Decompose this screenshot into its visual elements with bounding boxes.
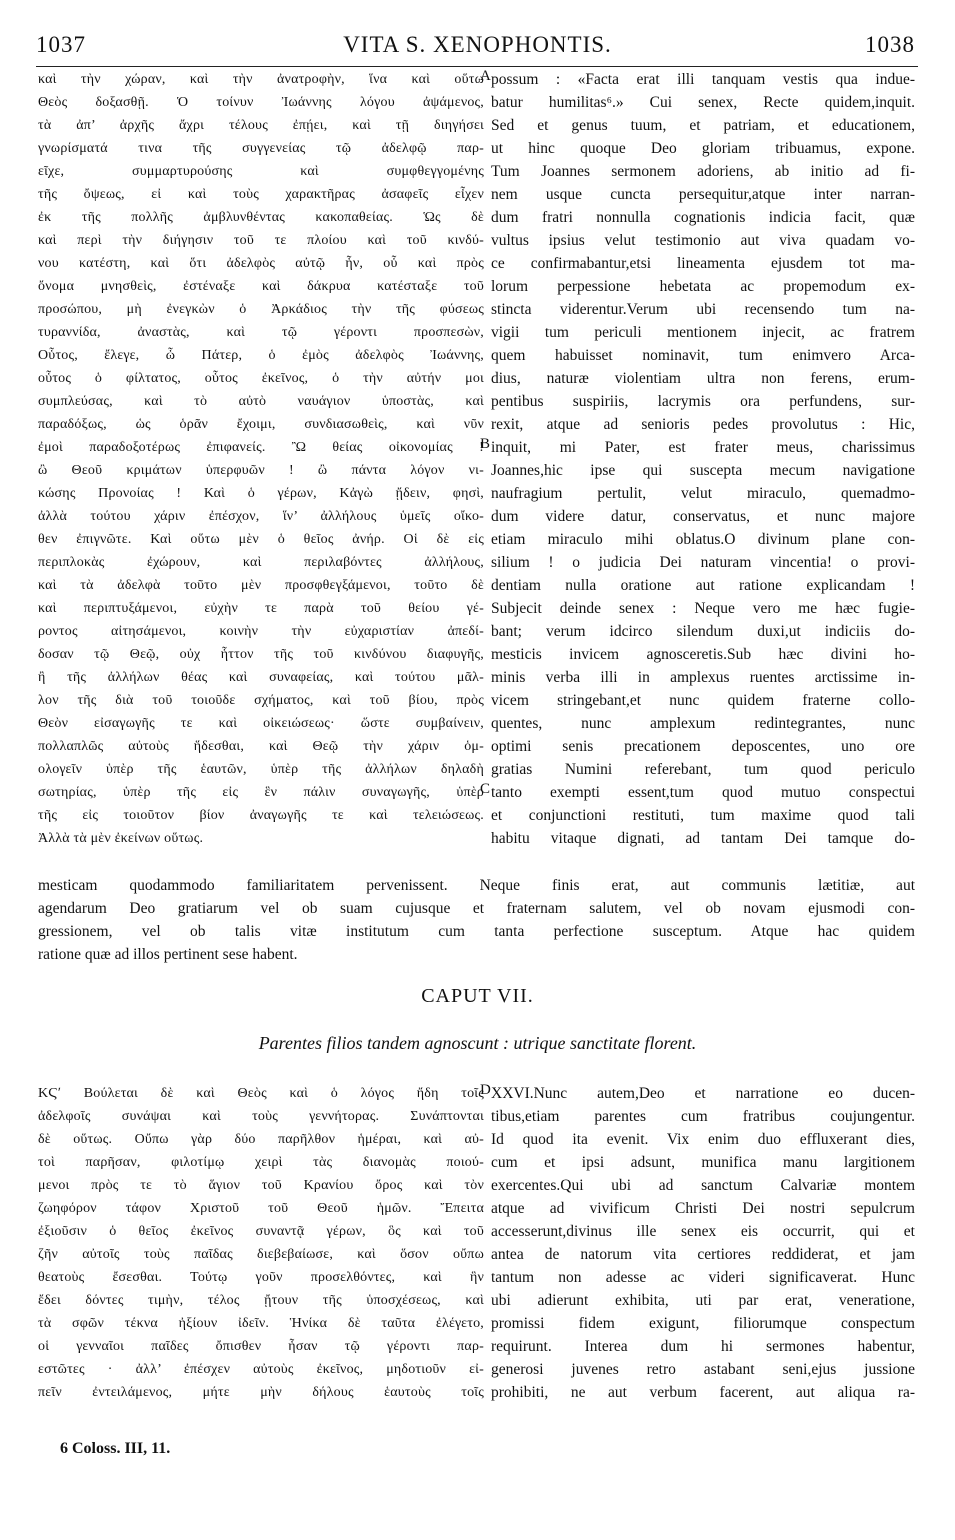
latin-text-line: mesticam quodammodo familiaritatem pervenissent. Neque finis erat, aut communis lætitiæ, aut [38, 877, 915, 894]
greek-text-line: θεατοὺς ἔσεσθαι. Τούτῳ γοῦν προσελθόντες, καὶ ἣν [38, 1270, 484, 1285]
greek-text-line: Ἀλλὰ τὰ μὲν ἐκείνων οὕτως. [38, 831, 204, 846]
latin-text-line: antea de natorum vita certiores reddiderat, et jam [491, 1246, 915, 1263]
chapter-subtitle: Parentes filios tandem agnoscunt : utrique sanctitate florent. [258, 1033, 697, 1053]
latin-text-line: tanto exempti essent,tum quod mutuo conspectui [491, 784, 915, 801]
greek-text-line: συμπλεύσας, καὶ τὸ αὐτὸ ναυάγιον ὑποστὰς, καὶ [38, 394, 484, 409]
greek-text-line: ἀλλὰ τούτου χάριν ἐπέσχον, ἵν’ ἀλλήλους ὑμεῖς οἴκο- [38, 509, 484, 524]
greek-text-line: Οὗτος, ἔλεγε, ὦ Πάτερ, ὁ ἐμὸς ἀδελφὸς Ἰωάννης, [38, 348, 484, 363]
greek-text-line: τοὶ παρῆσαν, φιλοτίμῳ χειρὶ τὰς διανομὰς ποιού- [38, 1155, 484, 1170]
greek-text-line: περιπλοκὰς ἐχώρουν, καὶ περιλαβόντες ἀλλήλους, [38, 555, 484, 570]
latin-text-line: dum videre datur, conservatus, et nunc majore [491, 508, 915, 525]
header-rule [36, 66, 918, 67]
latin-text-line: nem usque cuncta persequitur,atque inter narran- [491, 186, 915, 203]
latin-text-line: silium ! o judicia Dei naturam vincentia! o provi- [491, 554, 915, 571]
latin-text-line: mesticis invicem agnosceretis.Sub hæc divini ho- [491, 646, 915, 663]
margin-marker-a: A [480, 68, 491, 84]
greek-text-line: τυραννίδα, ἀναστὰς, καὶ τῷ γέροντι προσπεσὼν, [38, 325, 484, 340]
greek-column-2 [38, 1082, 484, 1404]
latin-fullwidth-block [38, 874, 915, 966]
latin-text-line: inquit, mi Pater, est frater meus, charissimus [491, 439, 915, 456]
latin-text-line: gratias Numini referebant, tum quod periculo [491, 761, 915, 778]
greek-text-line: ἀδελφοῖς συνάψαι καὶ τοὺς γεννήτορας. Συνάπτονται [38, 1109, 484, 1124]
latin-text-line: Id quod ita evenit. Vix enim duo effluxerant dies, [491, 1131, 915, 1148]
latin-text-line: requirunt. Interea dum hi sermones habentur, [491, 1338, 915, 1355]
greek-text-line: Θεὸν εἰσαγωγῆς τε καὶ οἰκειώσεως· ὥστε συμβαίνειν, [38, 716, 484, 731]
latin-text-line: rexit, atque ad senioris pedes provolutus : Hic, [491, 416, 915, 433]
greek-text-line: τῆς εἰς τοιοῦτον βίον ἀναγωγῆς τε καὶ τελειώσεως. [38, 808, 484, 823]
latin-text-line: ubi adierunt exhibita, uti par erat, veneratione, [491, 1292, 915, 1309]
latin-text-line: accesserunt,divinus ille senex eis occurrit, qui et [491, 1223, 915, 1240]
latin-column-1 [491, 68, 915, 850]
latin-text-line: dius, naturæ violentiam ultra non ferens, erum- [491, 370, 915, 387]
greek-text-line: προσώπου, μὴ ἐνεγκὼν ὁ Ἀρκάδιος τὴν τῆς φύσεως [38, 302, 484, 317]
latin-text-line: optimi senis precationem deposcentes, uno ore [491, 738, 915, 755]
latin-text-line: tantum non adesse ac videri significaverat. Hunc [491, 1269, 915, 1286]
latin-text-line: dum fratri nonnulla cognationis indicia facit, quæ [491, 209, 915, 226]
latin-text-line: bant; verum idcirco silendum duxi,ut indiciis do- [491, 623, 915, 640]
latin-text-line: gressionem, vel ob talis vitæ institutum cum tanta perfectione susceptum. Atque hac quidem [38, 923, 915, 940]
greek-text-line: ζωηφόρον τάφον Χριστοῦ τοῦ Θεοῦ ἡμῶν. Ἔπειτα [38, 1201, 484, 1216]
latin-text-line: tibus,etiam parentes cum fratribus coujungentur. [491, 1108, 915, 1125]
greek-text-line: ροντος αἰτησάμενοι, κοινὴν τὴν εὐχαριστίαν ἀπεδί- [38, 624, 484, 639]
greek-text-line: ὄνομα μνησθεὶς, ἐστέναξε καὶ δάκρυα κατέσταξε τοῦ [38, 279, 484, 294]
greek-text-line: τῆς ὄψεως, εἰ καὶ τοὺς χαρακτῆρας ἀσαφεῖς εἶχεν [38, 187, 484, 202]
running-title: VITA S. XENOPHONTIS. [343, 32, 612, 57]
latin-text-line: vigii tum periculi mentionem injecit, ac fratrem [491, 324, 915, 341]
latin-text-line: ratione quæ ad illos pertinent sese habent. [38, 946, 298, 963]
latin-text-line: vultus ipsius velut testimonio aut viva quadam vo- [491, 232, 915, 249]
latin-text-line: etiam miraculo mihi oblatus.O divinum plane con- [491, 531, 915, 548]
latin-text-line: promissi fidem exigunt, filiorumque conspectum [491, 1315, 915, 1332]
latin-text-line: batur humilitas⁶.» Cui senex, Recte quidem,inquit. [491, 94, 915, 111]
greek-text-line: παραδόξως, ὡς ὁρᾶν ἔχοιμι, συνδιασωθεὶς, καὶ νῦν [38, 417, 484, 432]
greek-text-line: κώσης Προνοίας ! Καὶ ὁ γέρων, Κἀγὼ ᾔδειν, φησὶ, [38, 486, 484, 501]
margin-marker-b: B [480, 436, 491, 452]
margin-marker-c: C [480, 781, 491, 797]
greek-text-line: δὲ οὕτως. Οὔπω γὰρ δύο παρῆλθον ἡμέραι, καὶ αὐ- [38, 1132, 484, 1147]
latin-text-line: stincta viderentur.Verum ubi recensendo tum na- [491, 301, 915, 318]
greek-text-line: λον τῆς διὰ τοῦ τοιοῦδε σχήματος, καὶ τοῦ βίου, πρὸς [38, 693, 484, 708]
latin-text-line: Subjecit deinde senex : Neque vero me hæc fugie- [491, 600, 915, 617]
greek-text-line: ΚϚʹ Βούλεται δὲ καὶ Θεὸς καὶ ὁ λόγος ἤδη τοῖς [38, 1086, 484, 1101]
greek-text-line: οἱ γενναῖοι παῖδες ὄπισθεν ἦσαν τῷ γέροντι παρ- [38, 1339, 484, 1354]
latin-text-line: naufragium pertulit, velut miraculo, quemadmo- [491, 485, 915, 502]
latin-text-line: Tum Joannes sermonem adoriens, ab initio ad fi- [491, 163, 915, 180]
latin-text-line: Sed et genus tuum, et patriam, et educationem, [491, 117, 915, 134]
greek-text-line: πολλαπλῶς αὐτοὺς ἥδεσθαι, καὶ Θεῷ τὴν χάριν ὁμ- [38, 739, 484, 754]
greek-text-line: ἔδει δόντες τιμὴν, τέλος ᾔτουν τῆς ὑποσχέσεως, καὶ [38, 1293, 484, 1308]
greek-text-line: πεῖν ἐντειλάμενος, μήτε μὴν δήλους ἑαυτοὺς τοῖς [38, 1385, 484, 1400]
greek-text-line: μενοι πρὸς τε τὸ ἅγιον τοῦ Κρανίου ὄρος καὶ τὸν [38, 1178, 484, 1193]
greek-text-line: νου κατέστη, καὶ ὅτι ἀδελφὸς αὐτῷ ἦν, οὗ καὶ πρὸς [38, 256, 484, 271]
greek-text-line: καὶ τὴν χώραν, καὶ τὴν ἀνατροφὴν, ἵνα καὶ οὕτω [38, 72, 484, 87]
margin-marker-d: D [480, 1082, 491, 1098]
footnote: 6 Coloss. III, 11. [60, 1440, 171, 1457]
greek-text-line: θεν ἐπιγνῶτε. Καὶ οὕτω μὲν ὁ θεῖος ἀνήρ. Οἱ δὲ εἰς [38, 532, 484, 547]
latin-text-line: minis verba illi in amplexus ruentes arctissime in- [491, 669, 915, 686]
greek-text-line: εστῶτες · ἀλλ’ ἐπέσχεν αὐτοὺς ἐκεῖνος, μηδοτιοῦν εἰ- [38, 1362, 484, 1377]
latin-text-line: possum : «Facta erat illi tanquam vestis qua indue- [491, 71, 915, 88]
greek-text-line: δοσαν τῷ Θεῷ, οὐχ ἧττον τῆς τοῦ κινδύνου διαφυγῆς, [38, 647, 484, 662]
greek-text-line: ολογεῖν ὑπὲρ τῆς ἑαυτῶν, ὑπὲρ τῆς ἀλλήλων δηλαδὴ [38, 762, 484, 777]
latin-text-line: vicem stringebant,et nunc quidem fraterne collo- [491, 692, 915, 709]
latin-text-line: ce confirmabantur,etsi lineamenta ejusdem tot ma- [491, 255, 915, 272]
latin-text-line: ut hinc quoque Deo gloriam tribuamus, expone. [491, 140, 915, 157]
page-number-right: 1038 [865, 32, 915, 57]
latin-text-line: et conjunctioni restituti, tum maxime quod tali [491, 807, 915, 824]
latin-text-line: cum et ipsi adsunt, munifica manu largitionem [491, 1154, 915, 1171]
chapter-title: CAPUT VII. [421, 985, 534, 1007]
latin-text-line: lorum perpessione hebetata ac propemodum ex- [491, 278, 915, 295]
greek-text-line: ἐξιοῦσιν ὁ θεῖος ἐκεῖνος συναντᾷ γέρων, ὃς καὶ τοῦ [38, 1224, 484, 1239]
latin-text-line: generosi juvenes retro astabant seni,ejus jussione [491, 1361, 915, 1378]
greek-text-line: εῖχε, συμμαρτυρούσης καὶ συμφθεγγομένης [38, 164, 484, 179]
greek-text-line: Θεὸς δοξασθῇ. Ὁ τοίνυν Ἰωάννης λόγου ἀψάμενος, [38, 95, 484, 110]
greek-text-line: σωτηρίας, ὑπὲρ τῆς εἰς ἓν πάλιν συναγωγῆς, ὑπὲρ [38, 785, 484, 800]
greek-text-line: ζῆν αὐτοῖς τοὺς παῖδας διεβεβαίωσε, καὶ ὅσον οὔπω [38, 1247, 484, 1262]
greek-text-line: τὰ σφῶν τέκνα ἠξίουν ἰδεῖν. Ἡνίκα δὲ ταῦτα ἐλέγετο, [38, 1316, 484, 1331]
latin-text-line: Joannes,hic ipse qui suscepta mecum navigatione [491, 462, 915, 479]
latin-text-line: atque ad vivificum Christi Dei nostri sepulcrum [491, 1200, 915, 1217]
latin-text-line: dentiam nulla oratione aut ratione explicandam ! [491, 577, 915, 594]
latin-column-2 [491, 1082, 915, 1404]
greek-text-line: τὰ ἀπ’ ἀρχῆς ἄχρι τέλους ἐπῄει, καὶ τῇ διηγήσει [38, 118, 484, 133]
greek-text-line: καὶ περιπτυξάμενοι, εὐχὴν τε παρὰ τοῦ θείου γέ- [38, 601, 484, 616]
greek-text-line: ἐκ τῆς πολλῆς ἀμβλυνθέντας κακοπαθείας. Ὡς δὲ [38, 210, 484, 225]
page-number-left: 1037 [36, 32, 86, 57]
latin-text-line: habitu vitaque dignati, ad tantam Dei tamque do- [491, 830, 915, 847]
greek-text-line: καὶ τὰ ἀδελφὰ τοῦτο μὲν προσφθεγξάμενοι, τοῦτο δὲ [38, 578, 484, 593]
latin-text-line: quentes, nunc amplexum redintegrantes, nunc [491, 715, 915, 732]
latin-text-line: agendarum Deo gratiarum vel ob suam cujusque et fraternam salutem, vel ob novam ejusmodi con- [38, 900, 915, 917]
latin-text-line: exercentes.Qui ubi ad sanctum Calvariæ montem [491, 1177, 915, 1194]
greek-text-line: ἢ τῆς ἀλλήλων θέας καὶ συναφείας, καὶ τούτου μᾶλ- [38, 670, 484, 685]
latin-text-line: quem habuisset nominavit, tum enimvero Arca- [491, 347, 915, 364]
greek-text-line: καὶ περὶ τὴν διήγησιν τοῦ τε πλοίου καὶ τοῦ κινδύ- [38, 233, 484, 248]
latin-text-line: prohibiti, ne aut verbum facerent, aut aliqua ra- [491, 1384, 915, 1401]
greek-text-line: ὢ Θεοῦ κριμάτων ὑπερφυῶν ! ὢ πάντα λόγον νι- [38, 463, 484, 478]
greek-column-1 [38, 68, 484, 850]
latin-text-line: XXVI.Nunc autem,Deo et narratione eo ducen- [491, 1085, 915, 1102]
greek-text-line: οὗτος ὁ φίλτατος, οὗτος ἐκεῖνος, ὁ τὴν αὐτήν μοι [38, 371, 484, 386]
greek-text-line: γνωρίσματά τινα τῆς συγγενείας τῷ ἀδελφῷ παρ- [38, 141, 484, 156]
latin-text-line: pentibus suspiriis, lacrymis ora perfundens, sur- [491, 393, 915, 410]
greek-text-line: ἐμοὶ παραδοξοτέρως ἐπιφανείς. Ὢ θείας οἰκονομίας ! [38, 440, 484, 455]
